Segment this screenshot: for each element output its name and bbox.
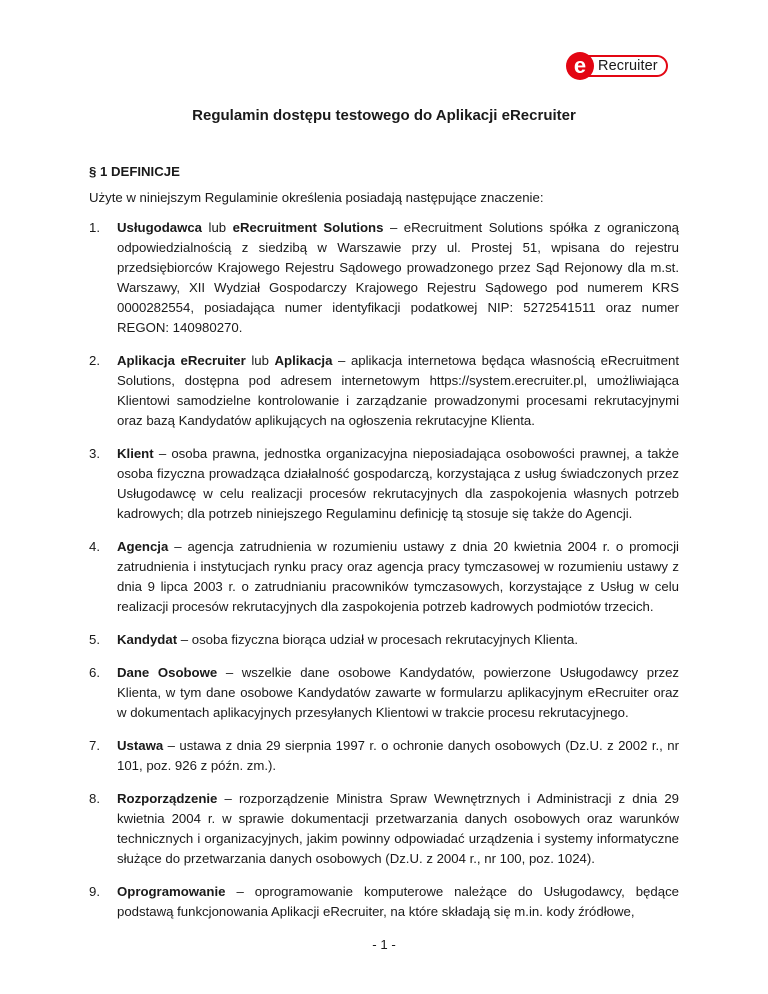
definition-connector: lub — [202, 220, 233, 235]
definition-number: 7. — [89, 738, 100, 753]
definition-number: 3. — [89, 446, 100, 461]
definition-term: Rozporządzenie — [117, 791, 218, 806]
definition-term: Kandydat — [117, 632, 178, 647]
page-number: - 1 - — [372, 937, 396, 952]
definition-body: – wszelkie dane osobowe Kandydatów, powierzone Usługodawcy przez Klienta, w tym dane osobowe Kandydatów zawarte w formularzu aplikacyjnym eRecruiter oraz w dokumentach aplikacyjnych przesyłanych Klientowi w trakcie procesu rekrutacyjnego. — [117, 665, 680, 720]
definition-text — [117, 537, 679, 617]
definition-number: 5. — [89, 632, 100, 647]
definition-term: Klient — [117, 446, 154, 461]
section-intro: Użyte w niniejszym Regulaminie określenia posiadają następujące znaczenie: — [89, 190, 544, 205]
definition-body: – ustawa z dnia 29 sierpnia 1997 r. o ochronie danych osobowych (Dz.U. z 2002 r., nr 101, poz. 926 z późn. zm.). — [117, 738, 679, 773]
definition-number: 9. — [89, 884, 100, 899]
definition-term-alt: eRecruitment Solutions — [232, 220, 384, 235]
definition-term: Ustawa — [117, 738, 164, 753]
definition-text — [117, 444, 679, 524]
definition-number: 4. — [89, 539, 100, 554]
definition-number: 6. — [89, 665, 100, 680]
definition-item — [89, 630, 679, 650]
definition-item — [89, 537, 679, 617]
logo-e-mark: e — [566, 52, 594, 80]
logo-wordmark: Recruiter — [588, 55, 668, 77]
definition-text — [117, 789, 679, 869]
definition-term: Aplikacja eRecruiter — [117, 353, 246, 368]
definition-body: – eRecruitment Solutions spółka z ograniczoną odpowiedzialnością z siedzibą w Warszawie przy ul. Prostej 51, wpisana do rejestru przedsiębiorców Krajowego Rejestru Sądowego prowadzonego przez Sąd Rejonowy dla m.st. Warszawy, XII Wydział Gospodarczy Krajowego Rejestru Sądowego pod numerem KRS 0000282554, posiadająca numer identyfikacji podatkowej NIP: 5272541511 oraz numer REGON: 140980270. — [117, 220, 679, 335]
definitions-list — [89, 218, 679, 935]
definition-item — [89, 444, 679, 524]
definition-text — [117, 882, 679, 922]
definition-term: Agencja — [117, 539, 169, 554]
definition-number: 1. — [89, 220, 100, 235]
document-title: Regulamin dostępu testowego do Aplikacji eRecruiter — [192, 107, 576, 124]
definition-item — [89, 789, 679, 869]
definition-term: Dane Osobowe — [117, 665, 218, 680]
section-heading: § 1 DEFINICJE — [89, 164, 180, 179]
definition-item — [89, 882, 679, 922]
definition-item — [89, 218, 679, 338]
definition-body: – agencja zatrudnienia w rozumieniu ustawy z dnia 20 kwietnia 2004 r. o promocji zatrudnienia i instytucjach rynku pracy oraz agencja pracy tymczasowej w rozumieniu ustawy z dnia 9 lipca 2003 r. o zatrudnianiu pracowników tymczasowych, korzystające z Usług w celu realizacji procesów rekrutacyjnych dla zaspokojenia potrzeb kadrowych podmiotów trzecich. — [117, 539, 679, 614]
definition-body: – osoba prawna, jednostka organizacyjna nieposiadająca osobowości prawnej, a także osoba fizyczna prowadząca działalność gospodarczą, korzystająca z usług świadczonych przez Usługodawcę w celu realizacji procesów rekrutacyjnych dla zaspokojenia własnych potrzeb kadrowych; dla potrzeb niniejszego Regulaminu definicję tą stosuje się także do Agencji. — [117, 446, 679, 521]
definition-text — [117, 630, 679, 650]
definition-body: – osoba fizyczna biorąca udział w procesach rekrutacyjnych Klienta. — [177, 632, 579, 647]
definition-term: Oprogramowanie — [117, 884, 226, 899]
definition-item — [89, 736, 679, 776]
definition-text — [117, 663, 679, 723]
definition-text — [117, 736, 679, 776]
definition-text — [117, 351, 679, 431]
definition-term-alt: Aplikacja — [274, 353, 333, 368]
definition-item — [89, 663, 679, 723]
definition-number: 8. — [89, 791, 100, 806]
definition-body: – rozporządzenie Ministra Spraw Wewnętrznych i Administracji z dnia 29 kwietnia 2004 r. w sprawie dokumentacji przetwarzania danych osobowych oraz warunków technicznych i organizacyjnych, jakim powinny odpowiadać urządzenia i systemy informatyczne służące do przetwarzania danych osobowych (Dz.U. z 2004 r., nr 100, poz. 1024). — [117, 791, 679, 866]
definition-item — [89, 351, 679, 431]
definition-number: 2. — [89, 353, 100, 368]
definition-body: – oprogramowanie komputerowe należące do Usługodawcy, będące podstawą funkcjonowania Aplikacji eRecruiter, na które składają się m.in. kody źródłowe, — [117, 884, 679, 919]
definition-text — [117, 218, 679, 338]
erecruiter-logo — [566, 52, 668, 80]
definition-term: Usługodawca — [117, 220, 203, 235]
definition-connector: lub — [245, 353, 275, 368]
definition-body: – aplikacja internetowa będąca własnością eRecruitment Solutions, dostępna pod adresem internetowym https://system.erecruiter.pl, umożliwiająca Klientowi samodzielne kontrolowanie i zarządzanie prowadzonymi procesami rekrutacyjnymi oraz bazą Kandydatów aplikujących na ogłoszenia rekrutacyjne Klienta. — [117, 353, 679, 428]
